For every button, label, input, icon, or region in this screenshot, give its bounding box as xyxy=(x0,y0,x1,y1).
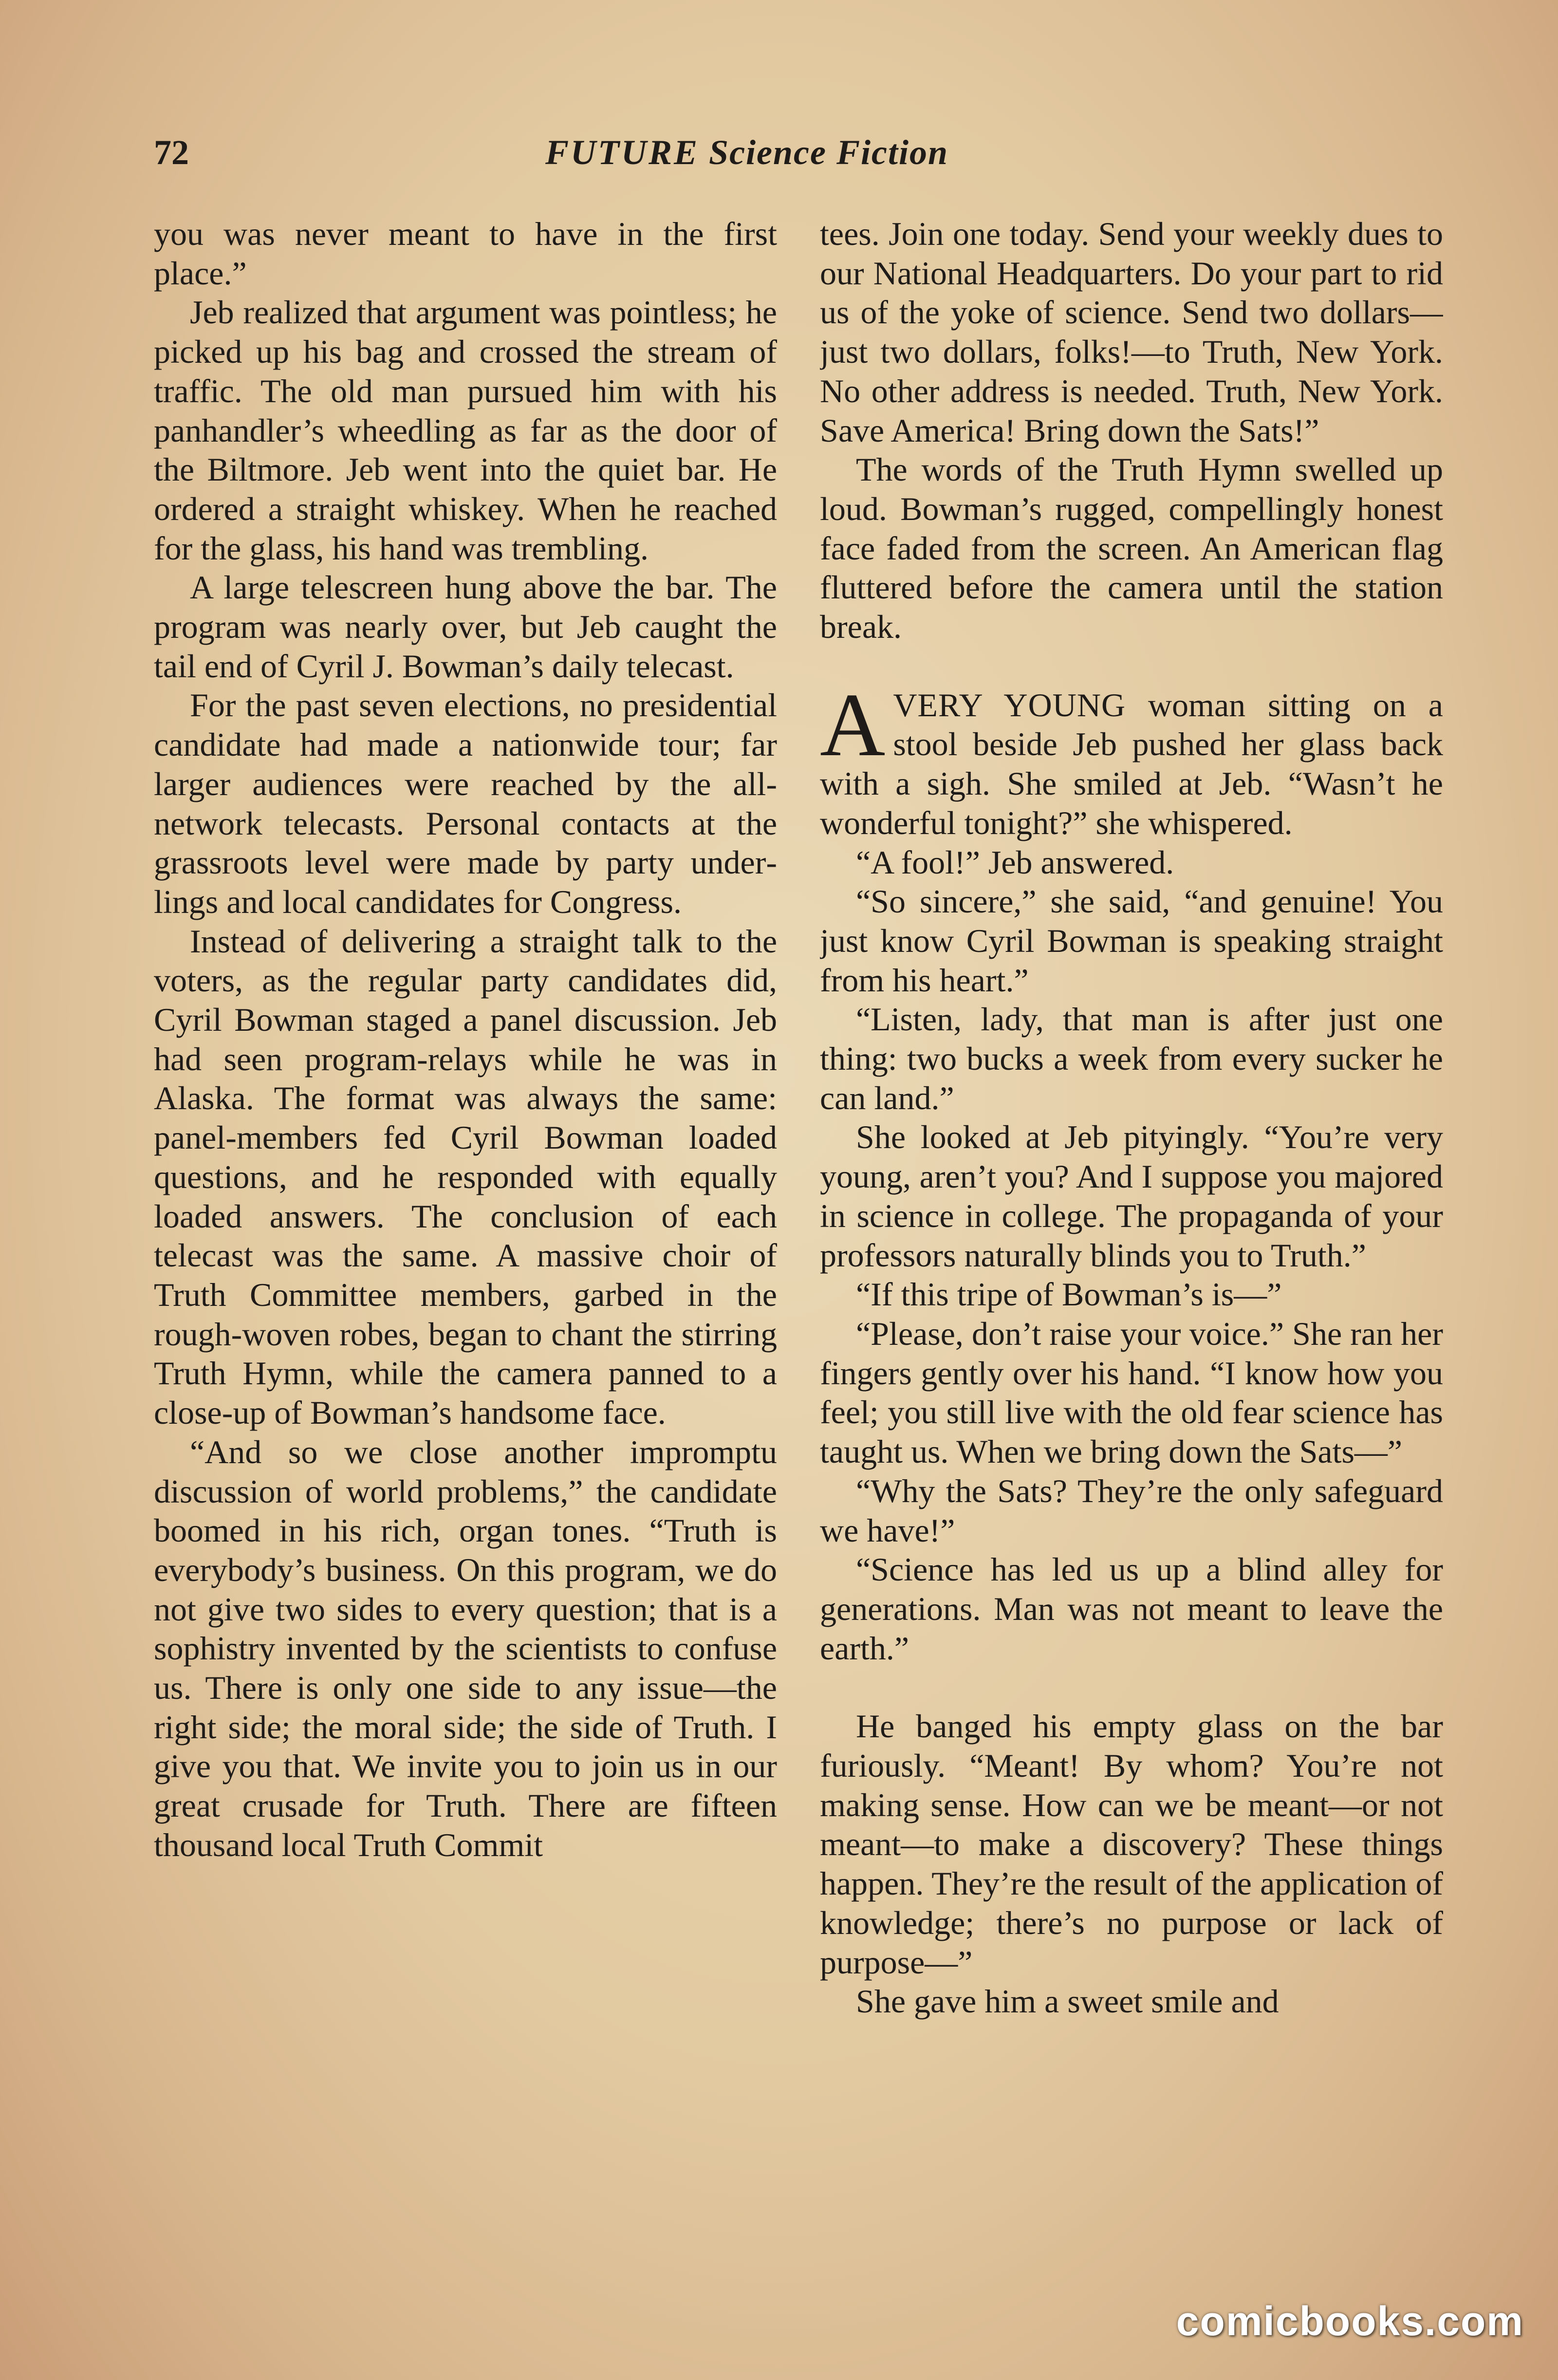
paragraph: A large telescreen hung above the bar. The program was nearly over, but Jeb caught the tail end of Cyril J. Bowman’s daily telecast. xyxy=(154,569,777,685)
paragraph: For the past seven elections, no presidential candidate had made a nationwide tour; far larger audiences were reached by the all-network telecasts. Personal contacts at the grassroots level were made by party underlings and local candidates for Congress. xyxy=(154,687,777,920)
paragraph: She gave him a sweet smile and xyxy=(856,1983,1279,2020)
paragraph: The words of the Truth Hymn swelled up loud. Bowman’s rugged, compellingly honest face faded from the screen. An American flag fluttered before the camera until the station break. xyxy=(820,451,1443,646)
section-opening-words: VERY YOUNG xyxy=(893,686,1126,724)
paragraph: “Science has led us up a blind alley for generations. Man was not meant to leave the earth.” xyxy=(820,1551,1443,1667)
magazine-title xyxy=(545,132,948,173)
paragraph: “So sincere,” she said, “and genuine! You just know Cyril Bowman is speaking straight from his heart.” xyxy=(820,883,1443,999)
left-text-column xyxy=(154,214,777,2274)
paragraph: tees. Join one today. Send your weekly dues to our National Headquarters. Do your part to rid us of the yoke of science. Send two dollars—just two dollars, folks!—to Truth, New York. No other address is needed. Truth, New York. Save America! Bring down the Sats!” xyxy=(820,215,1443,449)
paragraph: “A fool!” Jeb answered. xyxy=(856,843,1174,881)
paragraph: “Listen, lady, that man is after just one thing: two bucks a week from every sucker he can land.” xyxy=(820,1001,1443,1116)
paragraph: Jeb realized that argument was pointless; he picked up his bag and crossed the stream of traffic. The old man pursued him with his panhandler’s wheedling as far as the door of the Biltmore. Jeb went into the quiet bar. He ordered a straight whiskey. When he reached for the glass, his hand was trembling. xyxy=(154,294,777,567)
paragraph: you was never meant to have in the first place.” xyxy=(154,215,777,292)
watermark: comicbooks.com xyxy=(1176,2298,1524,2344)
paragraph: He banged his empty glass on the bar furiously. “Meant! By whom? You’re not making sense. How can we be meant—or not meant—to make a discovery? These things happen. They’re the result of the application of knowledge; there’s no purpose or lack of purpose—” xyxy=(820,1708,1443,1981)
paragraph: “Please, don’t raise your voice.” She ran her fingers gently over his hand. “I know how you feel; you still live with the old fear science has taught us. When we bring down the Sats—” xyxy=(820,1315,1443,1470)
paragraph: She looked at Jeb pityingly. “You’re very young, aren’t you? And I suppose you majored in science in college. The propaganda of your professors naturally blinds you to Truth.” xyxy=(820,1118,1443,1274)
page-number: 72 xyxy=(154,133,189,172)
running-header xyxy=(0,132,1558,176)
drop-cap: A xyxy=(820,674,886,775)
right-text-column xyxy=(820,214,1443,2274)
section-opening-paragraph xyxy=(820,674,1443,843)
paragraph: “And so we close another impromptu discussion of world problems,” the candidate boomed in his rich, organ tones. “Truth is everybody’s business. On this program, we do not give two sides to every question; that is a sophistry invented by the scientists to confuse us. There is only one side to any issue—the right side; the moral side; the side of Truth. I give you that. We invite you to join us in our great crusade for Truth. There are fifteen thousand local Truth Commit xyxy=(154,1433,777,1863)
section-opening-text: woman sitting on a stool beside Jeb pushed her glass back with a sigh. She smiled at Jeb. “Wasn’t he wonderful tonight?” she whispered. xyxy=(820,686,1443,841)
paragraph: “If this tripe of Bowman’s is—” xyxy=(856,1276,1282,1313)
paragraph: “Why the Sats? They’re the only safeguard we have!” xyxy=(820,1472,1443,1549)
magazine-title-rest: Science Fiction xyxy=(709,133,948,172)
magazine-brand: FUTURE xyxy=(545,133,700,172)
paragraph: Instead of delivering a straight talk to the voters, as the regular party candidates did, Cyril Bowman staged a panel discussion. Jeb had seen program-relays while he was in Alaska. The format was always the same: panel-members fed Cyril Bowman loaded questions, and he responded with equally loaded answers. The conclusion of each telecast was the same. A massive choir of Truth Committee members, garbed in the rough-woven robes, began to chant the stirring Truth Hymn, while the camera panned to a close-up of Bowman’s handsome face. xyxy=(154,922,777,1432)
